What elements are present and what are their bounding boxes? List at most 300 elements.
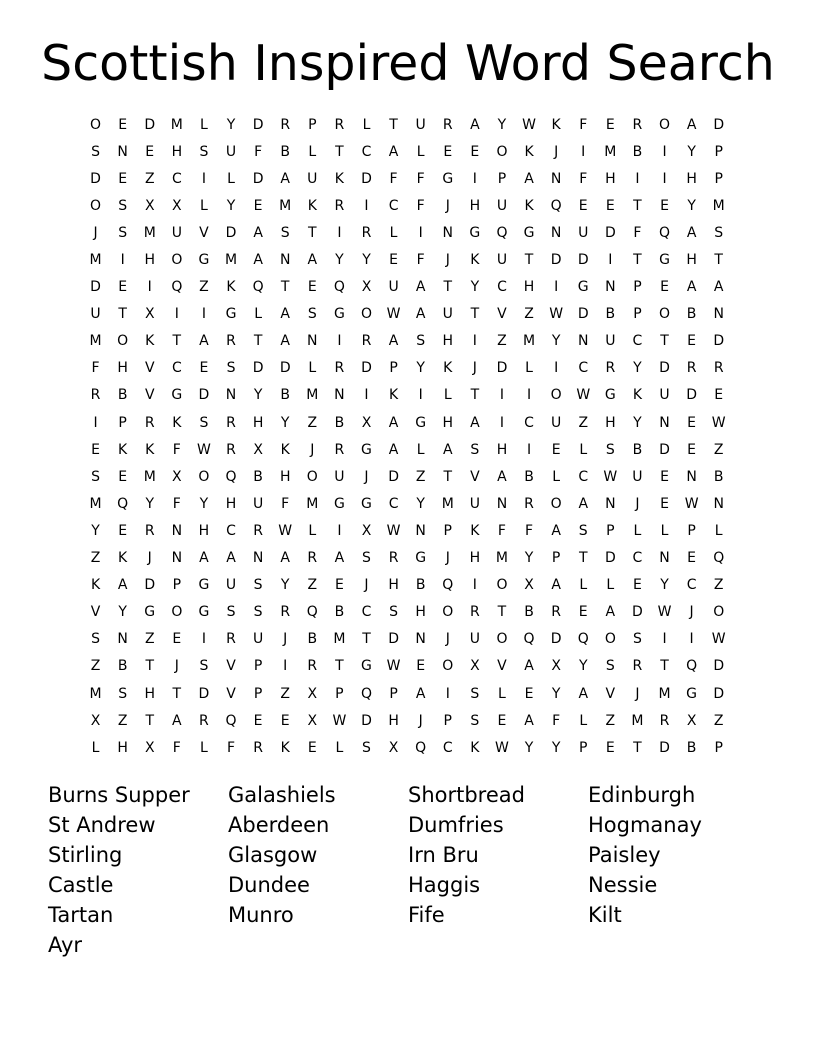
grid-letter: A xyxy=(686,116,697,133)
grid-letter: I xyxy=(472,170,477,187)
grid-letter: Q xyxy=(686,658,698,675)
grid-letter: R xyxy=(226,414,236,431)
grid-letter: C xyxy=(686,577,697,594)
grid-letter: O xyxy=(90,116,102,133)
word-list-item: Dundee xyxy=(228,873,310,897)
grid-letter: Y xyxy=(145,495,155,512)
grid-letter: A xyxy=(686,279,697,296)
grid-letter: Z xyxy=(144,631,155,648)
grid-letter: S xyxy=(253,604,263,621)
grid-letter: Q xyxy=(225,712,237,729)
grid-letter: A xyxy=(524,170,534,187)
grid-letter: D xyxy=(198,685,210,702)
grid-letter: A xyxy=(388,414,399,431)
grid-letter: H xyxy=(144,252,155,269)
grid-letter: X xyxy=(361,414,372,431)
grid-letter: S xyxy=(91,143,100,160)
grid-letter: Y xyxy=(199,495,209,512)
grid-letter: Y xyxy=(497,116,507,133)
grid-letter: U xyxy=(252,631,264,648)
grid-row xyxy=(82,138,734,165)
grid-letter: K xyxy=(551,116,561,133)
grid-letter: W xyxy=(684,495,699,512)
grid-letter: C xyxy=(171,360,182,377)
grid-letter: K xyxy=(90,577,101,594)
grid-letter: C xyxy=(361,604,372,621)
grid-letter: B xyxy=(117,658,128,675)
grid-letter: X xyxy=(144,306,155,323)
grid-letter: Y xyxy=(226,197,236,214)
grid-letter: R xyxy=(334,441,345,458)
grid-letter: J xyxy=(554,143,559,160)
grid-letter: F xyxy=(633,224,642,241)
grid-letter: W xyxy=(197,441,211,458)
word-list-item: Fife xyxy=(408,903,445,927)
grid-letter: O xyxy=(171,252,183,269)
grid-letter: T xyxy=(308,224,317,241)
grid-letter: Z xyxy=(117,712,128,729)
grid-letter: F xyxy=(497,522,506,539)
grid-letter: O xyxy=(306,468,318,485)
grid-letter: G xyxy=(686,685,698,702)
grid-letter: F xyxy=(172,739,181,756)
grid-letter: B xyxy=(632,441,643,458)
grid-letter: Y xyxy=(280,577,290,594)
grid-letter: M xyxy=(224,252,238,269)
grid-letter: Y xyxy=(416,360,425,377)
grid-letter: L xyxy=(200,116,208,133)
grid-letter: P xyxy=(253,685,263,702)
grid-letter: I xyxy=(201,306,206,323)
grid-letter: L xyxy=(200,739,208,756)
grid-letter: F xyxy=(254,143,263,160)
grid-letter: E xyxy=(118,522,128,539)
grid-letter: N xyxy=(334,387,345,404)
grid-letter: R xyxy=(307,658,318,675)
grid-letter: U xyxy=(388,279,399,296)
grid-letter: B xyxy=(632,143,643,160)
grid-letter: U xyxy=(496,252,508,269)
grid-letter: X xyxy=(524,577,534,594)
grid-letter: F xyxy=(525,522,534,539)
grid-letter: M xyxy=(89,495,102,512)
grid-row xyxy=(82,165,734,192)
grid-letter: Y xyxy=(470,279,480,296)
grid-letter: E xyxy=(497,712,507,729)
grid-letter: I xyxy=(662,631,667,648)
grid-letter: A xyxy=(334,550,345,567)
grid-letter: F xyxy=(281,495,290,512)
grid-letter: U xyxy=(90,306,101,323)
grid-letter: L xyxy=(443,387,452,404)
grid-letter: G xyxy=(523,224,535,241)
grid-letter: A xyxy=(415,306,426,323)
word-list-item: Tartan xyxy=(48,903,114,927)
grid-letter: N xyxy=(605,279,616,296)
grid-letter: A xyxy=(280,306,290,323)
grid-letter: P xyxy=(443,712,452,729)
grid-letter: D xyxy=(144,577,156,594)
grid-letter: Y xyxy=(416,495,425,512)
grid-letter: E xyxy=(660,279,669,296)
grid-letter: H xyxy=(198,522,210,539)
grid-letter: W xyxy=(332,712,347,729)
grid-letter: Y xyxy=(280,414,290,431)
grid-letter: A xyxy=(415,279,426,296)
grid-letter: H xyxy=(144,685,155,702)
grid-letter: Q xyxy=(523,631,535,648)
grid-letter: H xyxy=(388,712,399,729)
grid-letter: Y xyxy=(687,197,696,214)
grid-letter: Q xyxy=(415,739,427,756)
grid-letter: A xyxy=(253,224,263,241)
grid-letter: I xyxy=(472,577,477,594)
grid-letter: M xyxy=(306,387,319,404)
grid-letter: Q xyxy=(306,604,318,621)
grid-letter: H xyxy=(415,604,426,621)
grid-letter: J xyxy=(364,468,369,485)
word-list-item: Kilt xyxy=(588,903,622,927)
grid-letter: P xyxy=(389,360,398,377)
grid-letter: O xyxy=(550,387,562,404)
grid-letter: H xyxy=(442,333,454,350)
grid-letter: U xyxy=(415,116,426,133)
grid-letter: Q xyxy=(225,468,237,485)
grid-letter: Y xyxy=(551,685,561,702)
grid-letter: J xyxy=(310,441,315,458)
grid-letter: L xyxy=(362,116,371,133)
grid-letter: S xyxy=(362,550,371,567)
word-list-item: Dumfries xyxy=(408,813,504,837)
grid-letter: L xyxy=(308,143,317,160)
grid-letter: E xyxy=(118,170,128,187)
grid-letter: T xyxy=(172,333,182,350)
grid-letter: D xyxy=(713,685,725,702)
grid-letter: X xyxy=(361,279,372,296)
grid-letter: M xyxy=(89,333,102,350)
grid-letter: S xyxy=(199,658,209,675)
grid-letter: A xyxy=(117,577,128,594)
grid-letter: O xyxy=(442,604,454,621)
grid-letter: X xyxy=(388,739,399,756)
grid-letter: U xyxy=(442,306,453,323)
grid-letter: K xyxy=(118,550,128,567)
grid-letter: U xyxy=(605,333,616,350)
grid-letter: R xyxy=(280,604,291,621)
grid-letter: C xyxy=(632,550,643,567)
grid-letter: K xyxy=(470,522,480,539)
grid-row xyxy=(82,192,734,219)
grid-letter: R xyxy=(307,550,318,567)
grid-letter: R xyxy=(334,116,345,133)
grid-letter: U xyxy=(252,495,264,512)
grid-letter: N xyxy=(415,631,426,648)
grid-letter: I xyxy=(418,224,423,241)
grid-letter: R xyxy=(632,658,643,675)
grid-letter: K xyxy=(280,441,290,458)
grid-letter: H xyxy=(605,170,616,187)
grid-letter: Q xyxy=(659,224,671,241)
grid-letter: B xyxy=(713,468,724,485)
grid-row xyxy=(82,328,734,355)
grid-letter: U xyxy=(225,143,237,160)
grid-letter: Y xyxy=(633,414,642,431)
grid-letter: Q xyxy=(360,685,372,702)
grid-letter: E xyxy=(172,631,182,648)
grid-letter: L xyxy=(416,143,425,160)
grid-letter: O xyxy=(496,577,508,594)
grid-letter: T xyxy=(145,712,155,729)
grid-letter: I xyxy=(554,360,559,377)
grid-letter: S xyxy=(199,414,209,431)
grid-letter: W xyxy=(711,414,726,431)
grid-letter: N xyxy=(117,631,128,648)
grid-letter: D xyxy=(659,360,670,377)
grid-letter: I xyxy=(283,658,288,675)
grid-letter: B xyxy=(686,739,697,756)
grid-letter: E xyxy=(91,441,100,458)
grid-letter: I xyxy=(499,387,505,404)
grid-letter: O xyxy=(360,306,372,323)
grid-letter: E xyxy=(578,604,588,621)
grid-letter: F xyxy=(172,495,181,512)
grid-letter: P xyxy=(443,522,452,539)
grid-letter: Q xyxy=(713,550,725,567)
grid-letter: X xyxy=(90,712,101,729)
grid-letter: I xyxy=(418,387,423,404)
grid-letter: O xyxy=(659,306,671,323)
grid-letter: X xyxy=(551,658,561,675)
grid-row xyxy=(82,246,734,273)
word-list-item: Edinburgh xyxy=(588,783,696,807)
grid-letter: T xyxy=(524,252,534,269)
grid-letter: I xyxy=(526,387,532,404)
grid-letter: Y xyxy=(660,577,669,594)
grid-letter: X xyxy=(307,712,318,729)
grid-letter: G xyxy=(659,252,670,269)
grid-letter: R xyxy=(226,441,236,458)
grid-letter: J xyxy=(689,604,694,621)
grid-letter: E xyxy=(253,712,263,729)
grid-letter: L xyxy=(606,577,615,594)
grid-letter: W xyxy=(549,306,564,323)
grid-letter: N xyxy=(442,224,453,241)
grid-letter: C xyxy=(524,414,534,431)
grid-letter: W xyxy=(657,604,672,621)
grid-letter: G xyxy=(604,387,616,404)
grid-letter: N xyxy=(171,522,183,539)
word-list xyxy=(48,780,768,960)
grid-letter: Z xyxy=(144,170,155,187)
grid-letter: L xyxy=(308,360,317,377)
grid-letter: G xyxy=(198,604,210,621)
grid-letter: N xyxy=(550,170,562,187)
grid-letter: E xyxy=(280,712,290,729)
grid-letter: P xyxy=(606,522,615,539)
grid-letter: L xyxy=(91,739,100,756)
grid-letter: E xyxy=(605,739,615,756)
grid-letter: B xyxy=(524,604,534,621)
grid-letter: Y xyxy=(226,116,236,133)
grid-letter: D xyxy=(659,441,670,458)
grid-letter: W xyxy=(576,387,591,404)
grid-letter: E xyxy=(687,441,697,458)
grid-letter: S xyxy=(632,631,642,648)
grid-letter: P xyxy=(714,739,723,756)
grid-letter: L xyxy=(335,739,344,756)
grid-letter: F xyxy=(416,170,425,187)
grid-letter: P xyxy=(389,685,398,702)
grid-letter: V xyxy=(226,658,236,675)
grid-letter: N xyxy=(117,143,128,160)
grid-letter: W xyxy=(386,306,401,323)
grid-letter: M xyxy=(712,197,725,214)
grid-letter: I xyxy=(174,306,179,323)
grid-letter: D xyxy=(550,252,562,269)
grid-letter: D xyxy=(252,116,264,133)
grid-letter: Y xyxy=(524,739,534,756)
word-list-item: Munro xyxy=(228,903,294,927)
grid-letter: G xyxy=(198,577,210,594)
grid-letter: N xyxy=(713,495,724,512)
grid-letter: F xyxy=(226,739,236,756)
grid-letter: X xyxy=(172,197,182,214)
grid-letter: W xyxy=(386,522,401,539)
grid-letter: S xyxy=(470,685,480,702)
grid-letter: K xyxy=(307,197,317,214)
grid-letter: D xyxy=(388,631,399,648)
grid-letter: L xyxy=(254,306,263,323)
grid-letter: D xyxy=(90,279,101,296)
grid-letter: L xyxy=(498,685,506,702)
grid-letter: Z xyxy=(605,712,616,729)
grid-letter: M xyxy=(604,143,617,160)
grid-letter: N xyxy=(550,224,562,241)
grid-letter: N xyxy=(496,495,508,512)
grid-letter: L xyxy=(579,577,588,594)
grid-letter: W xyxy=(278,522,293,539)
grid-row xyxy=(82,382,734,409)
grid-letter: G xyxy=(361,658,372,675)
grid-letter: D xyxy=(361,170,372,187)
grid-letter: P xyxy=(714,170,723,187)
word-list-item: Aberdeen xyxy=(228,813,330,837)
grid-letter: H xyxy=(686,252,697,269)
grid-letter: Z xyxy=(307,577,318,594)
grid-letter: T xyxy=(470,387,480,404)
grid-letter: J xyxy=(445,631,450,648)
grid-letter: K xyxy=(145,441,155,458)
grid-letter: A xyxy=(280,550,290,567)
grid-letter: L xyxy=(525,360,533,377)
grid-letter: R xyxy=(280,116,291,133)
grid-row xyxy=(82,409,734,436)
grid-letter: E xyxy=(660,197,669,214)
grid-letter: S xyxy=(605,441,615,458)
grid-letter: J xyxy=(445,550,450,567)
grid-letter: M xyxy=(143,224,156,241)
grid-letter: G xyxy=(333,495,345,512)
grid-letter: A xyxy=(497,468,507,485)
grid-letter: P xyxy=(118,414,127,431)
grid-letter: T xyxy=(660,658,669,675)
grid-letter: D xyxy=(577,252,589,269)
grid-letter: G xyxy=(361,495,372,512)
grid-letter: T xyxy=(280,279,290,296)
grid-letter: R xyxy=(253,522,263,539)
grid-letter: P xyxy=(687,522,696,539)
grid-letter: P xyxy=(579,739,588,756)
grid-letter: E xyxy=(307,279,317,296)
grid-letter: M xyxy=(523,333,536,350)
word-list-item: Irn Bru xyxy=(408,843,479,867)
grid-letter: C xyxy=(632,333,643,350)
grid-letter: S xyxy=(714,224,724,241)
grid-letter: J xyxy=(93,224,98,241)
grid-letter: A xyxy=(388,143,399,160)
grid-letter: Z xyxy=(280,685,290,702)
grid-letter: X xyxy=(253,441,263,458)
grid-letter: R xyxy=(334,360,345,377)
grid-letter: D xyxy=(550,631,562,648)
grid-letter: Y xyxy=(551,333,561,350)
grid-letter: H xyxy=(605,414,616,431)
grid-letter: N xyxy=(659,414,670,431)
grid-letter: C xyxy=(171,170,182,187)
grid-letter: N xyxy=(279,252,291,269)
grid-letter: D xyxy=(713,116,725,133)
grid-letter: S xyxy=(470,441,480,458)
grid-letter: D xyxy=(632,604,643,621)
grid-letter: R xyxy=(388,550,399,567)
grid-letter: F xyxy=(389,170,398,187)
grid-letter: Q xyxy=(577,631,589,648)
grid-letter: F xyxy=(579,116,588,133)
grid-letter: O xyxy=(90,197,102,214)
grid-letter: V xyxy=(199,224,209,241)
grid-letter: S xyxy=(362,739,371,756)
grid-letter: A xyxy=(388,441,399,458)
grid-letter: H xyxy=(469,197,481,214)
grid-letter: T xyxy=(660,333,669,350)
grid-letter: I xyxy=(147,279,152,296)
grid-letter: T xyxy=(633,739,642,756)
grid-letter: R xyxy=(524,495,534,512)
grid-letter: Z xyxy=(713,577,724,594)
grid-row xyxy=(82,355,734,382)
grid-letter: L xyxy=(227,170,235,187)
letter-grid xyxy=(82,111,734,761)
grid-letter: A xyxy=(551,522,561,539)
grid-letter: P xyxy=(714,143,723,160)
word-list-item: Haggis xyxy=(408,873,481,897)
grid-letter: X xyxy=(144,739,155,756)
grid-letter: M xyxy=(306,495,319,512)
grid-letter: E xyxy=(714,387,724,404)
grid-letter: Y xyxy=(633,360,642,377)
grid-row xyxy=(82,680,734,707)
grid-letter: J xyxy=(635,495,640,512)
grid-letter: N xyxy=(605,495,616,512)
grid-letter: A xyxy=(388,333,399,350)
grid-letter: I xyxy=(581,143,586,160)
grid-letter: A xyxy=(578,685,589,702)
grid-letter: G xyxy=(415,550,427,567)
grid-letter: N xyxy=(686,468,697,485)
grid-letter: M xyxy=(441,495,454,512)
grid-letter: O xyxy=(604,631,616,648)
grid-letter: H xyxy=(686,170,697,187)
